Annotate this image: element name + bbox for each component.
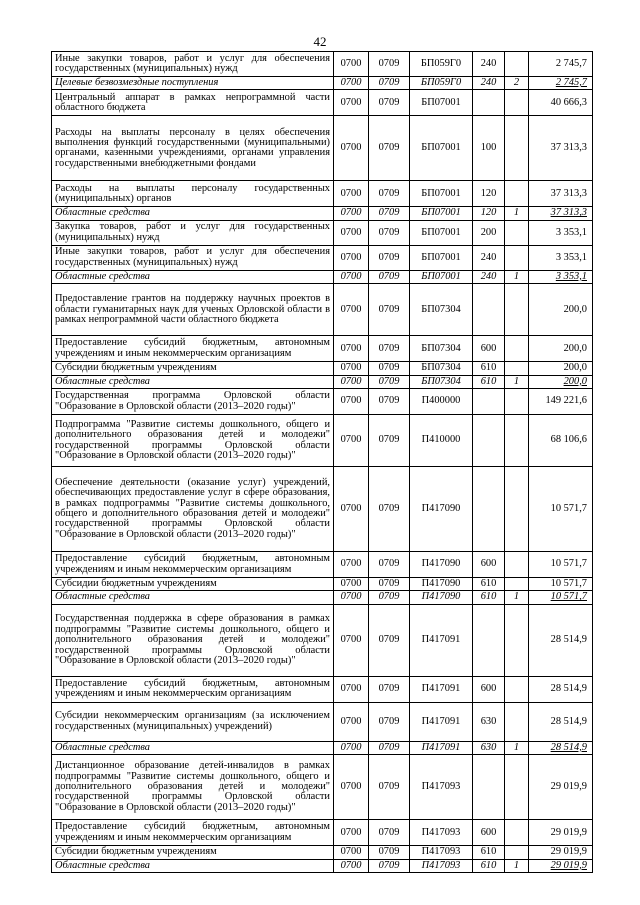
row-name: Государственная программа Орловской области "Образование в Орловской области (2013–2020 годы)" bbox=[52, 389, 334, 415]
table-row bbox=[52, 90, 593, 116]
row-amount: 29 019,9 bbox=[529, 755, 593, 820]
row-target-code: П417090 bbox=[410, 467, 473, 552]
row-expense-type bbox=[473, 90, 505, 116]
row-section-code: 0700 bbox=[334, 820, 369, 846]
row-name: Расходы на выплаты персоналу в целях обеспечения выполнения функций государственными (муниципальными) органами, казенными учреждениями, органами управления государственными внебюджетными фондами bbox=[52, 116, 334, 181]
row-amount: 37 313,3 bbox=[529, 181, 593, 207]
table-row bbox=[52, 245, 593, 270]
row-amount: 29 019,9 bbox=[529, 859, 593, 872]
row-amount: 200,0 bbox=[529, 284, 593, 336]
row-funding-source bbox=[505, 362, 529, 375]
row-amount: 3 353,1 bbox=[529, 245, 593, 270]
row-subsection-code: 0709 bbox=[369, 116, 410, 181]
row-target-code: П417091 bbox=[410, 604, 473, 676]
row-target-code: БП07001 bbox=[410, 181, 473, 207]
row-amount: 200,0 bbox=[529, 336, 593, 362]
row-subsection-code: 0709 bbox=[369, 52, 410, 77]
table-row bbox=[52, 846, 593, 859]
row-target-code: П400000 bbox=[410, 389, 473, 415]
row-section-code: 0700 bbox=[334, 702, 369, 741]
row-subsection-code: 0709 bbox=[369, 336, 410, 362]
row-target-code: БП07001 bbox=[410, 90, 473, 116]
row-name: Субсидии бюджетным учреждениям bbox=[52, 846, 334, 859]
row-amount: 149 221,6 bbox=[529, 389, 593, 415]
row-funding-source bbox=[505, 116, 529, 181]
row-name: Предоставление субсидий бюджетным, автономным учреждениям и иным некоммерческим организациям bbox=[52, 820, 334, 846]
row-funding-source bbox=[505, 245, 529, 270]
row-subsection-code: 0709 bbox=[369, 820, 410, 846]
row-amount: 2 745,7 bbox=[529, 77, 593, 90]
row-funding-source: 2 bbox=[505, 77, 529, 90]
row-funding-source bbox=[505, 415, 529, 467]
row-funding-source: 1 bbox=[505, 375, 529, 388]
table-row bbox=[52, 362, 593, 375]
row-amount: 3 353,1 bbox=[529, 220, 593, 245]
row-expense-type: 630 bbox=[473, 702, 505, 741]
row-name: Целевые безвозмездные поступления bbox=[52, 77, 334, 90]
row-target-code: П417090 bbox=[410, 578, 473, 591]
row-amount: 29 019,9 bbox=[529, 820, 593, 846]
row-expense-type bbox=[473, 389, 505, 415]
row-funding-source bbox=[505, 702, 529, 741]
row-amount: 28 514,9 bbox=[529, 702, 593, 741]
row-expense-type: 610 bbox=[473, 591, 505, 604]
row-target-code: П417093 bbox=[410, 859, 473, 872]
row-section-code: 0700 bbox=[334, 181, 369, 207]
row-target-code: БП07001 bbox=[410, 220, 473, 245]
row-funding-source bbox=[505, 820, 529, 846]
row-amount: 200,0 bbox=[529, 375, 593, 388]
row-section-code: 0700 bbox=[334, 389, 369, 415]
row-amount: 10 571,7 bbox=[529, 467, 593, 552]
row-section-code: 0700 bbox=[334, 741, 369, 754]
row-amount: 29 019,9 bbox=[529, 846, 593, 859]
row-name: Иные закупки товаров, работ и услуг для обеспечения государственных (муниципальных) нужд bbox=[52, 52, 334, 77]
row-section-code: 0700 bbox=[334, 755, 369, 820]
row-subsection-code: 0709 bbox=[369, 389, 410, 415]
row-target-code: П417093 bbox=[410, 846, 473, 859]
row-section-code: 0700 bbox=[334, 467, 369, 552]
row-expense-type: 120 bbox=[473, 181, 505, 207]
row-name: Областные средства bbox=[52, 207, 334, 220]
page-number: 42 bbox=[313, 34, 327, 49]
row-expense-type: 600 bbox=[473, 676, 505, 702]
row-target-code: БП07001 bbox=[410, 207, 473, 220]
row-target-code: БП07001 bbox=[410, 270, 473, 283]
row-name: Иные закупки товаров, работ и услуг для обеспечения государственных (муниципальных) нужд bbox=[52, 245, 334, 270]
table-row bbox=[52, 676, 593, 702]
row-subsection-code: 0709 bbox=[369, 362, 410, 375]
row-amount: 37 313,3 bbox=[529, 116, 593, 181]
row-section-code: 0700 bbox=[334, 415, 369, 467]
row-amount: 37 313,3 bbox=[529, 207, 593, 220]
row-expense-type: 200 bbox=[473, 220, 505, 245]
row-subsection-code: 0709 bbox=[369, 181, 410, 207]
row-expense-type bbox=[473, 604, 505, 676]
row-subsection-code: 0709 bbox=[369, 859, 410, 872]
table-row bbox=[52, 859, 593, 872]
row-target-code: БП07304 bbox=[410, 336, 473, 362]
row-funding-source bbox=[505, 90, 529, 116]
row-target-code: П417091 bbox=[410, 741, 473, 754]
row-expense-type: 610 bbox=[473, 846, 505, 859]
row-funding-source: 1 bbox=[505, 207, 529, 220]
table-row bbox=[52, 591, 593, 604]
row-name: Предоставление субсидий бюджетным, автономным учреждениям и иным некоммерческим организациям bbox=[52, 676, 334, 702]
row-subsection-code: 0709 bbox=[369, 220, 410, 245]
table-row bbox=[52, 284, 593, 336]
table-row bbox=[52, 552, 593, 578]
table-row bbox=[52, 741, 593, 754]
row-subsection-code: 0709 bbox=[369, 245, 410, 270]
row-expense-type: 610 bbox=[473, 375, 505, 388]
row-expense-type: 100 bbox=[473, 116, 505, 181]
row-section-code: 0700 bbox=[334, 676, 369, 702]
row-expense-type: 600 bbox=[473, 820, 505, 846]
row-funding-source bbox=[505, 604, 529, 676]
row-subsection-code: 0709 bbox=[369, 676, 410, 702]
row-target-code: БП07304 bbox=[410, 375, 473, 388]
row-section-code: 0700 bbox=[334, 362, 369, 375]
row-funding-source bbox=[505, 676, 529, 702]
row-target-code: БП07304 bbox=[410, 284, 473, 336]
row-name: Закупка товаров, работ и услуг для государственных (муниципальных) нужд bbox=[52, 220, 334, 245]
row-expense-type: 240 bbox=[473, 77, 505, 90]
row-section-code: 0700 bbox=[334, 52, 369, 77]
table-row bbox=[52, 389, 593, 415]
row-expense-type: 240 bbox=[473, 52, 505, 77]
row-section-code: 0700 bbox=[334, 604, 369, 676]
row-name: Дистанционное образование детей-инвалидов в рамках подпрограммы "Развитие системы дошкольного, общего и дополнительного образования детей и молодежи" государственной программы Орловской области "Образование в Орловской области (2013–2020 годы)" bbox=[52, 755, 334, 820]
row-section-code: 0700 bbox=[334, 245, 369, 270]
table-row bbox=[52, 52, 593, 77]
row-subsection-code: 0709 bbox=[369, 578, 410, 591]
row-funding-source bbox=[505, 284, 529, 336]
row-target-code: П410000 bbox=[410, 415, 473, 467]
row-amount: 3 353,1 bbox=[529, 270, 593, 283]
row-section-code: 0700 bbox=[334, 77, 369, 90]
row-name: Обеспечение деятельности (оказание услуг) учреждений, обеспечивающих предоставление услуг в сфере образования, в рамках подпрограммы "Развитие системы дошкольного, общего и дополнительного образования детей и молодежи" государственной программы Орловской области "Образование в Орловской области (2013–2020 годы)" bbox=[52, 467, 334, 552]
row-name: Субсидии некоммерческим организациям (за исключением государственных (муниципальных) учреждений) bbox=[52, 702, 334, 741]
row-funding-source bbox=[505, 552, 529, 578]
row-expense-type: 240 bbox=[473, 270, 505, 283]
row-amount: 68 106,6 bbox=[529, 415, 593, 467]
row-section-code: 0700 bbox=[334, 846, 369, 859]
table-row bbox=[52, 820, 593, 846]
row-section-code: 0700 bbox=[334, 375, 369, 388]
table-row bbox=[52, 336, 593, 362]
row-expense-type: 240 bbox=[473, 245, 505, 270]
row-subsection-code: 0709 bbox=[369, 415, 410, 467]
row-subsection-code: 0709 bbox=[369, 284, 410, 336]
row-expense-type bbox=[473, 415, 505, 467]
row-section-code: 0700 bbox=[334, 270, 369, 283]
row-subsection-code: 0709 bbox=[369, 375, 410, 388]
table-row bbox=[52, 270, 593, 283]
row-funding-source bbox=[505, 220, 529, 245]
table-row bbox=[52, 116, 593, 181]
row-subsection-code: 0709 bbox=[369, 702, 410, 741]
row-subsection-code: 0709 bbox=[369, 77, 410, 90]
table-row bbox=[52, 467, 593, 552]
row-funding-source bbox=[505, 755, 529, 820]
row-subsection-code: 0709 bbox=[369, 90, 410, 116]
row-section-code: 0700 bbox=[334, 207, 369, 220]
row-name: Предоставление субсидий бюджетным, автономным учреждениям и иным некоммерческим организациям bbox=[52, 552, 334, 578]
row-name: Областные средства bbox=[52, 591, 334, 604]
row-target-code: П417091 bbox=[410, 676, 473, 702]
row-subsection-code: 0709 bbox=[369, 207, 410, 220]
row-target-code: П417090 bbox=[410, 552, 473, 578]
table-row bbox=[52, 578, 593, 591]
row-funding-source: 1 bbox=[505, 270, 529, 283]
row-section-code: 0700 bbox=[334, 284, 369, 336]
row-expense-type: 120 bbox=[473, 207, 505, 220]
table-row bbox=[52, 702, 593, 741]
table-row bbox=[52, 604, 593, 676]
row-funding-source bbox=[505, 846, 529, 859]
row-subsection-code: 0709 bbox=[369, 591, 410, 604]
row-expense-type: 630 bbox=[473, 741, 505, 754]
row-funding-source bbox=[505, 52, 529, 77]
row-amount: 28 514,9 bbox=[529, 676, 593, 702]
row-amount: 28 514,9 bbox=[529, 604, 593, 676]
row-name: Государственная поддержка в сфере образования в рамках подпрограммы "Развитие системы дошкольного, общего и дополнительного образования детей и молодежи" государственной программы Орловской области "Образование в Орловской области (2013–2020 годы)" bbox=[52, 604, 334, 676]
row-name: Предоставление субсидий бюджетным, автономным учреждениям и иным некоммерческим организациям bbox=[52, 336, 334, 362]
row-amount: 2 745,7 bbox=[529, 52, 593, 77]
row-amount: 10 571,7 bbox=[529, 591, 593, 604]
row-section-code: 0700 bbox=[334, 591, 369, 604]
row-subsection-code: 0709 bbox=[369, 741, 410, 754]
row-expense-type: 610 bbox=[473, 362, 505, 375]
row-funding-source: 1 bbox=[505, 859, 529, 872]
row-name: Субсидии бюджетным учреждениям bbox=[52, 578, 334, 591]
row-target-code: П417093 bbox=[410, 820, 473, 846]
row-name: Субсидии бюджетным учреждениям bbox=[52, 362, 334, 375]
row-target-code: БП07001 bbox=[410, 116, 473, 181]
row-funding-source: 1 bbox=[505, 741, 529, 754]
row-name: Центральный аппарат в рамках непрограммной части областного бюджета bbox=[52, 90, 334, 116]
table-row bbox=[52, 755, 593, 820]
table-row bbox=[52, 181, 593, 207]
row-section-code: 0700 bbox=[334, 90, 369, 116]
row-expense-type: 610 bbox=[473, 859, 505, 872]
row-subsection-code: 0709 bbox=[369, 552, 410, 578]
row-name: Областные средства bbox=[52, 859, 334, 872]
row-subsection-code: 0709 bbox=[369, 755, 410, 820]
row-name: Предоставление грантов на поддержку научных проектов в области гуманитарных наук для ученых Орловской области в рамках непрограммной части областного бюджета bbox=[52, 284, 334, 336]
row-subsection-code: 0709 bbox=[369, 270, 410, 283]
row-target-code: БП07304 bbox=[410, 362, 473, 375]
row-target-code: БП07001 bbox=[410, 245, 473, 270]
row-section-code: 0700 bbox=[334, 220, 369, 245]
row-expense-type bbox=[473, 755, 505, 820]
row-amount: 200,0 bbox=[529, 362, 593, 375]
row-expense-type: 600 bbox=[473, 336, 505, 362]
row-funding-source bbox=[505, 181, 529, 207]
row-subsection-code: 0709 bbox=[369, 846, 410, 859]
row-expense-type bbox=[473, 284, 505, 336]
row-section-code: 0700 bbox=[334, 336, 369, 362]
row-section-code: 0700 bbox=[334, 552, 369, 578]
table-row bbox=[52, 220, 593, 245]
row-target-code: П417093 bbox=[410, 755, 473, 820]
row-section-code: 0700 bbox=[334, 578, 369, 591]
table-row bbox=[52, 207, 593, 220]
row-target-code: БП059Г0 bbox=[410, 52, 473, 77]
row-target-code: БП059Г0 bbox=[410, 77, 473, 90]
row-section-code: 0700 bbox=[334, 859, 369, 872]
row-name: Областные средства bbox=[52, 741, 334, 754]
row-funding-source bbox=[505, 336, 529, 362]
row-expense-type bbox=[473, 467, 505, 552]
budget-table bbox=[51, 51, 593, 873]
row-target-code: П417091 bbox=[410, 702, 473, 741]
row-subsection-code: 0709 bbox=[369, 604, 410, 676]
row-name: Расходы на выплаты персоналу государственных (муниципальных) органов bbox=[52, 181, 334, 207]
row-target-code: П417090 bbox=[410, 591, 473, 604]
row-amount: 10 571,7 bbox=[529, 552, 593, 578]
row-funding-source: 1 bbox=[505, 591, 529, 604]
row-amount: 10 571,7 bbox=[529, 578, 593, 591]
row-amount: 40 666,3 bbox=[529, 90, 593, 116]
row-expense-type: 600 bbox=[473, 552, 505, 578]
row-funding-source bbox=[505, 467, 529, 552]
row-funding-source bbox=[505, 389, 529, 415]
row-name: Областные средства bbox=[52, 270, 334, 283]
row-funding-source bbox=[505, 578, 529, 591]
table-row bbox=[52, 77, 593, 90]
row-expense-type: 610 bbox=[473, 578, 505, 591]
row-amount: 28 514,9 bbox=[529, 741, 593, 754]
table-row bbox=[52, 415, 593, 467]
row-subsection-code: 0709 bbox=[369, 467, 410, 552]
table-row bbox=[52, 375, 593, 388]
row-name: Подпрограмма "Развитие системы дошкольного, общего и дополнительного образования детей и молодежи" государственной программы Орловской области "Образование в Орловской области (2013–2020 годы)" bbox=[52, 415, 334, 467]
row-name: Областные средства bbox=[52, 375, 334, 388]
row-section-code: 0700 bbox=[334, 116, 369, 181]
